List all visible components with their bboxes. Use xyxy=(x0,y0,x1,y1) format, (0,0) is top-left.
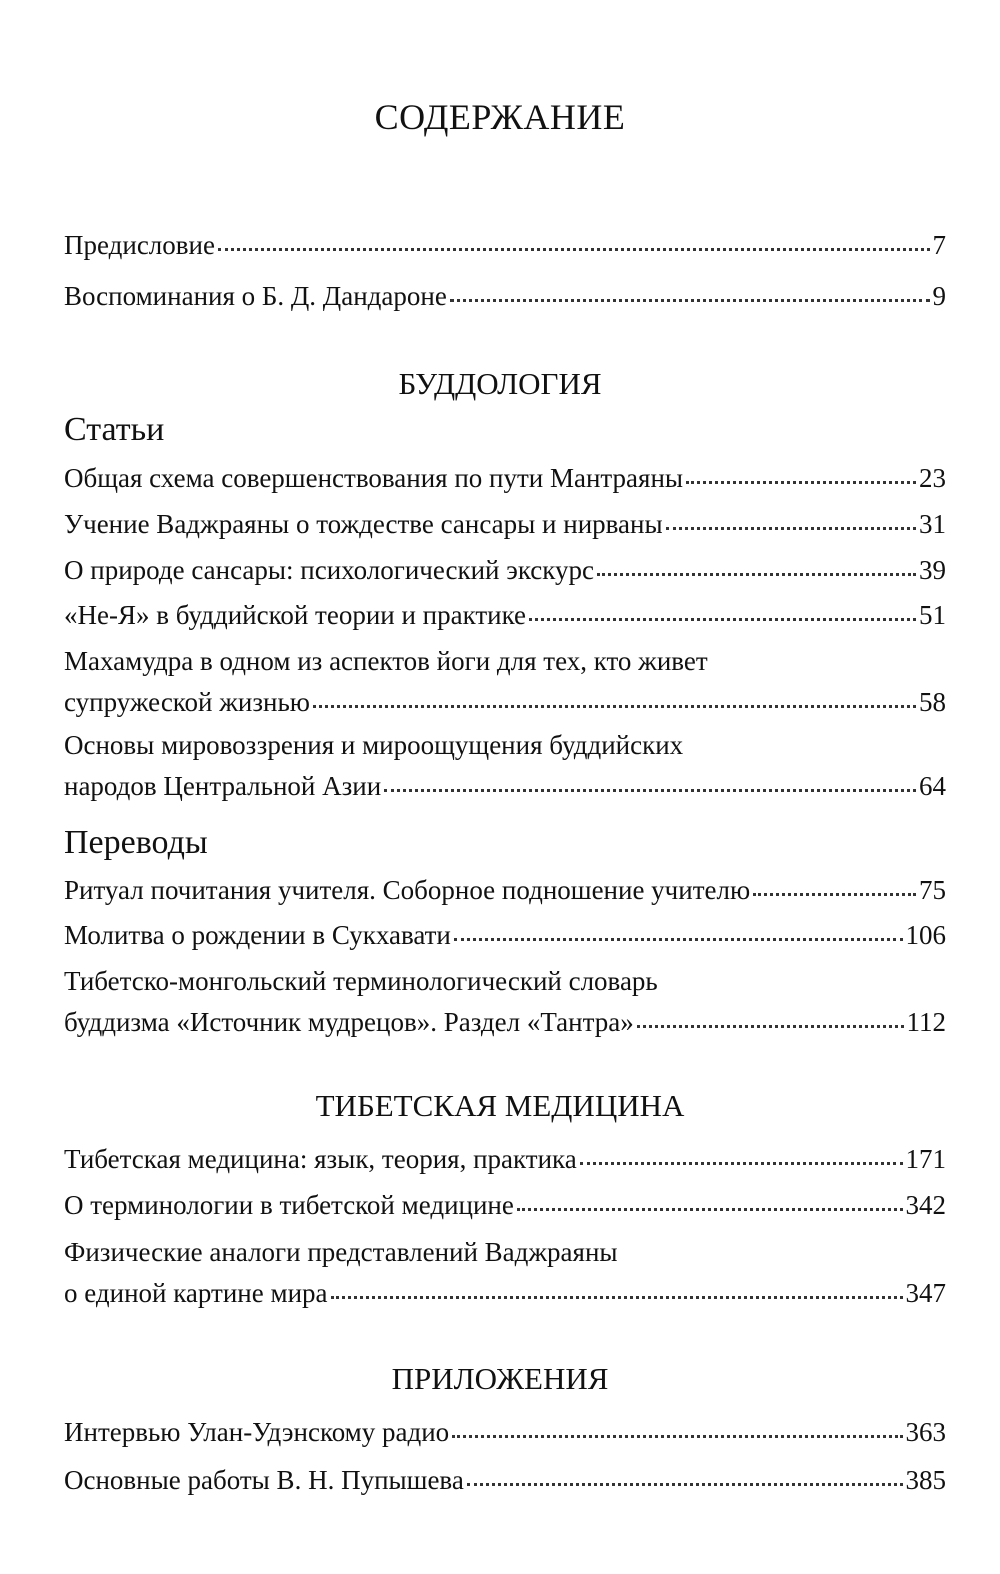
page-number: 347 xyxy=(905,1278,946,1308)
section-heading-medicine: ТИБЕТСКАЯ МЕДИЦИНА xyxy=(315,1088,685,1123)
entry-title: буддизма «Источник мудрецов». Раздел «Тантра» xyxy=(64,1007,634,1037)
entry-title: Учение Ваджраяны о тождестве сансары и нирваны xyxy=(64,509,663,539)
page-number: 112 xyxy=(906,1007,946,1037)
toc-entry xyxy=(64,1460,946,1501)
page-number: 385 xyxy=(905,1465,946,1495)
page-number: 363 xyxy=(905,1417,946,1447)
dot-leader xyxy=(580,1162,903,1165)
page-number: 171 xyxy=(905,1144,946,1174)
page-number: 58 xyxy=(919,687,946,717)
toc-entry xyxy=(64,870,946,911)
page-number: 64 xyxy=(919,771,946,801)
page-number: 106 xyxy=(905,920,946,950)
toc-entry xyxy=(64,961,946,1043)
dot-leader xyxy=(384,789,916,792)
entry-title: Молитва о рождении в Сукхавати xyxy=(64,920,451,950)
dot-leader xyxy=(753,893,916,896)
page-title: СОДЕРЖАНИЕ xyxy=(374,97,626,137)
entry-title: народов Центральной Азии xyxy=(64,771,382,801)
entry-title: О терминологии в тибетской медицине xyxy=(64,1190,514,1220)
dot-leader xyxy=(666,527,916,530)
page-number: 31 xyxy=(919,509,946,539)
dot-leader xyxy=(517,1208,903,1211)
entry-title: Предисловие xyxy=(64,230,215,260)
toc-entry xyxy=(64,225,946,266)
section-heading-appendices: ПРИЛОЖЕНИЯ xyxy=(391,1361,609,1396)
entry-title-line1: Физические аналоги представлений Ваджраяны xyxy=(64,1237,618,1267)
entry-title-line1: Махамудра в одном из аспектов йоги для тех, кто живет xyxy=(64,646,708,676)
page-number: 39 xyxy=(919,555,946,585)
toc-entry xyxy=(64,915,946,956)
toc-entry xyxy=(64,1185,946,1226)
dot-leader xyxy=(331,1296,903,1299)
dot-leader xyxy=(313,705,916,708)
entry-title: о единой картине мира xyxy=(64,1278,328,1308)
entry-title: супружеской жизнью xyxy=(64,687,310,717)
dot-leader xyxy=(218,248,930,251)
entry-title: Общая схема совершенствования по пути Мантраяны xyxy=(64,463,684,493)
page-number: 7 xyxy=(932,230,946,260)
page-number: 51 xyxy=(919,600,946,630)
page-number: 23 xyxy=(919,463,946,493)
dot-leader xyxy=(450,299,930,302)
toc-entry xyxy=(64,1412,946,1453)
entry-title: «Не-Я» в буддийской теории и практике xyxy=(64,600,527,630)
entry-title: Ритуал почитания учителя. Соборное подношение учителю xyxy=(64,875,751,905)
subsection-heading-articles: Статьи xyxy=(64,411,165,448)
toc-entry xyxy=(64,641,946,723)
subsection-heading-translations: Переводы xyxy=(64,824,208,861)
toc-entry xyxy=(64,550,946,591)
entry-title: О природе сансары: психологический экскурс xyxy=(64,555,594,585)
section-heading-buddhology: БУДДОЛОГИЯ xyxy=(398,366,602,401)
page-number: 342 xyxy=(905,1190,946,1220)
toc-entry xyxy=(64,595,946,636)
dot-leader xyxy=(529,618,916,621)
page-number: 9 xyxy=(932,281,946,311)
toc-entry xyxy=(64,1232,946,1314)
entry-title: Воспоминания о Б. Д. Дандароне xyxy=(64,281,447,311)
dot-leader xyxy=(452,1435,902,1438)
page-number: 75 xyxy=(919,875,946,905)
entry-title: Интервью Улан-Удэнскому радио xyxy=(64,1417,450,1447)
entry-title: Основные работы В. Н. Пупышева xyxy=(64,1465,464,1495)
dot-leader xyxy=(686,481,916,484)
toc-entry xyxy=(64,276,946,317)
entry-title-line1: Основы мировоззрения и мироощущения буддийских xyxy=(64,730,684,760)
toc-entry xyxy=(64,725,946,807)
dot-leader xyxy=(597,573,916,576)
dot-leader xyxy=(467,1483,903,1486)
toc-entry xyxy=(64,504,946,545)
entry-title-line1: Тибетско-монгольский терминологический словарь xyxy=(64,966,658,996)
toc-entry xyxy=(64,458,946,499)
toc-entry xyxy=(64,1139,946,1180)
dot-leader xyxy=(454,938,903,941)
entry-title: Тибетская медицина: язык, теория, практика xyxy=(64,1144,577,1174)
dot-leader xyxy=(637,1025,904,1028)
